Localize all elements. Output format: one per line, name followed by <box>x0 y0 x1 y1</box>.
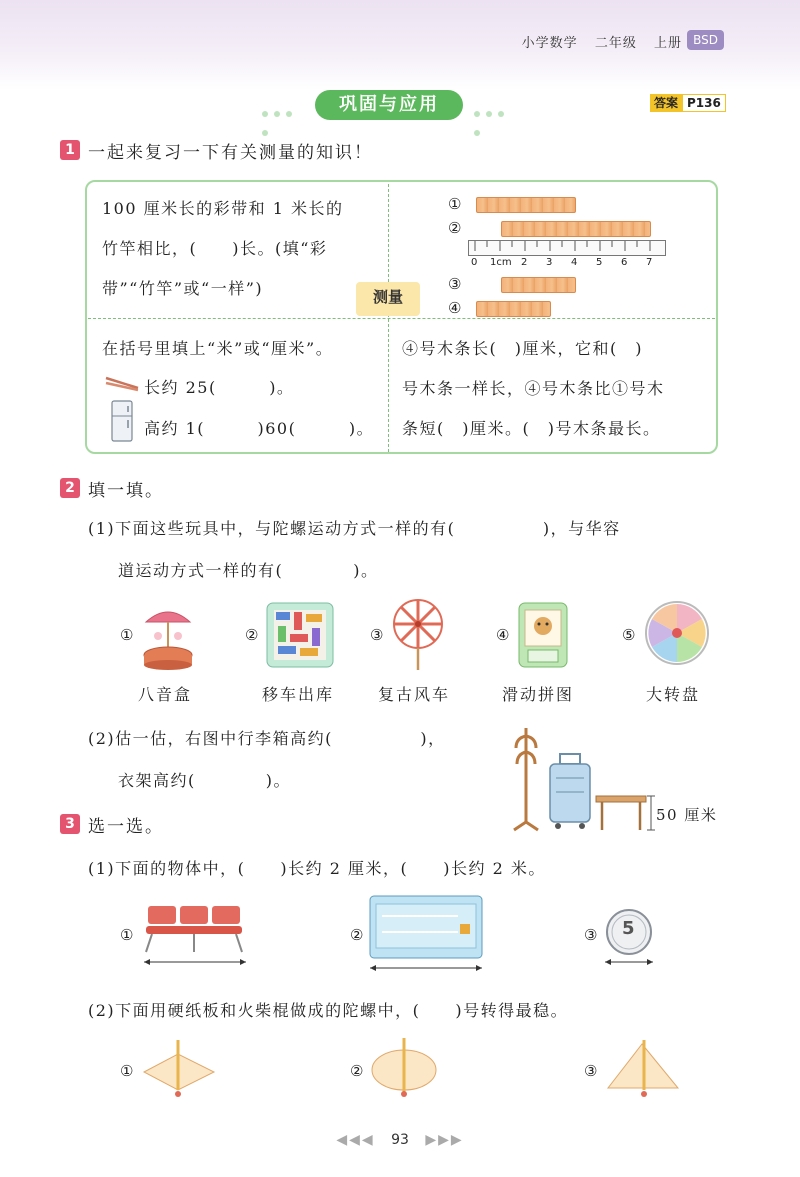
q1-bottomleft-line-3: 高约 1( )60( )。 <box>144 419 375 438</box>
question-number-1: 1 <box>60 140 80 160</box>
toy-mark-4: ④ <box>496 626 510 644</box>
q2-part2-line2: 衣架高约( )。 <box>118 771 291 790</box>
question-2-title: 填一填。 <box>88 481 164 501</box>
wood-mark-1: ① <box>448 195 462 213</box>
book-grade: 二年级 <box>594 36 637 51</box>
answer-page: P136 <box>682 94 726 112</box>
q1-bottomright-line-3: 条短( )厘米。( )号木条最长。 <box>402 419 661 438</box>
refrigerator-icon <box>110 400 134 444</box>
toy-name-1: 八音盒 <box>138 685 193 704</box>
q3-item1-mark-3: ③ <box>584 926 598 944</box>
ruler-tick-5: 5 <box>596 257 603 268</box>
q3-item1-mark-2: ② <box>350 926 364 944</box>
toy-name-3: 复古风车 <box>378 685 451 704</box>
toy-mark-3: ③ <box>370 626 384 644</box>
wood-mark-3: ③ <box>448 275 462 293</box>
page-number: 93 <box>391 1132 409 1148</box>
coat-rack-icon <box>514 728 538 830</box>
right-dots <box>474 102 518 108</box>
edition-badge: BSD <box>687 30 724 50</box>
q1-bottomleft-line-2: 长约 25( )。 <box>144 378 295 397</box>
table-icon <box>596 796 655 830</box>
triangle-top-icon <box>604 1038 682 1098</box>
wood-strip-3 <box>501 277 576 293</box>
answer-label: 答案 <box>650 94 682 112</box>
q2-part2-line1: (2)估一估，右图中行李箱高约( )， <box>88 729 446 748</box>
wood-strip-1 <box>476 197 576 213</box>
bench-icon <box>140 900 252 970</box>
left-dots <box>262 102 306 108</box>
q3-item2-mark-2: ② <box>350 1062 364 1080</box>
parking-puzzle-icon <box>266 602 334 668</box>
question-number-3: 3 <box>60 814 80 834</box>
page-footer <box>0 1132 800 1148</box>
q1-topleft-line-2: 竹竿相比，( )长。(填“彩 <box>102 239 328 258</box>
q1-bottomright-line-2: 号木条一样长，④号木条比①号木 <box>402 379 665 398</box>
spinning-wheel-icon <box>644 600 710 666</box>
question-number-2: 2 <box>60 478 80 498</box>
q1-bottomleft-line-1: 在括号里填上“米”或“厘米”。 <box>102 339 334 358</box>
ruler-tick-6: 6 <box>621 257 628 268</box>
ruler-tick-2: 2 <box>521 257 528 268</box>
sliding-puzzle-icon <box>518 602 568 668</box>
ruler-ticks <box>469 241 667 257</box>
answer-reference[interactable] <box>650 94 726 111</box>
q1-topleft-line-3: 带”“竹竿”或“一样”) <box>102 279 264 298</box>
toy-mark-2: ② <box>245 626 259 644</box>
ruler-tick-4: 4 <box>571 257 578 268</box>
q3-item1-mark-1: ① <box>120 926 134 944</box>
question-1-title: 一起来复习一下有关测量的知识！ <box>88 143 373 163</box>
book-subject: 小学数学 <box>521 36 578 51</box>
chopsticks-icon <box>104 372 140 392</box>
q3-part2: (2)下面用硬纸板和火柴棍做成的陀螺中，( )号转得最稳。 <box>88 1001 569 1020</box>
q3-part1: (1)下面的物体中，( )长约 2 厘米，( )长约 2 米。 <box>88 859 546 878</box>
book-volume: 上册 <box>653 36 682 51</box>
q3-item2-mark-1: ① <box>120 1062 134 1080</box>
section-title: 巩固与应用 <box>315 90 463 120</box>
diamond-top-icon <box>142 1038 216 1098</box>
toy-mark-1: ① <box>120 626 134 644</box>
toy-name-2: 移车出库 <box>262 685 335 704</box>
bus-card-icon <box>368 894 484 974</box>
wood-mark-2: ② <box>448 219 462 237</box>
left-arrows: ◀◀◀ <box>336 1132 375 1148</box>
q1-topleft-line-1: 100 厘米长的彩带和 1 米长的 <box>102 199 344 218</box>
ruler-tick-3: 3 <box>546 257 553 268</box>
q3-item2-mark-3: ③ <box>584 1062 598 1080</box>
coin-value: 5 <box>622 918 635 939</box>
ruler-tick-1: 1cm <box>490 257 512 268</box>
toy-name-5: 大转盘 <box>646 685 701 704</box>
table-height-label: 50 厘米 <box>656 806 718 824</box>
oval-top-icon <box>370 1036 440 1100</box>
book-header <box>510 32 682 51</box>
ruler <box>468 240 666 256</box>
measure-label: 测量 <box>356 282 420 316</box>
toy-mark-5: ⑤ <box>622 626 636 644</box>
q2-part1-line2: 道运动方式一样的有( )。 <box>118 561 379 580</box>
right-arrows: ▶▶▶ <box>425 1132 464 1148</box>
wood-strip-2 <box>501 221 651 237</box>
q1-bottomright-line-1: ④号木条长( )厘米，它和( ) <box>402 339 643 358</box>
ruler-tick-7: 7 <box>646 257 653 268</box>
ruler-tick-0: 0 <box>471 257 478 268</box>
question-3-title: 选一选。 <box>88 817 164 837</box>
suitcase-icon <box>550 754 590 829</box>
wood-mark-4: ④ <box>448 299 462 317</box>
q2-part1-line1: (1)下面这些玩具中，与陀螺运动方式一样的有( )，与华容 <box>88 519 621 538</box>
box-divider-horizontal <box>88 318 715 319</box>
wood-strip-4 <box>476 301 551 317</box>
pinwheel-icon <box>392 598 444 672</box>
music-box-icon <box>140 600 196 670</box>
toy-name-4: 滑动拼图 <box>502 685 575 704</box>
